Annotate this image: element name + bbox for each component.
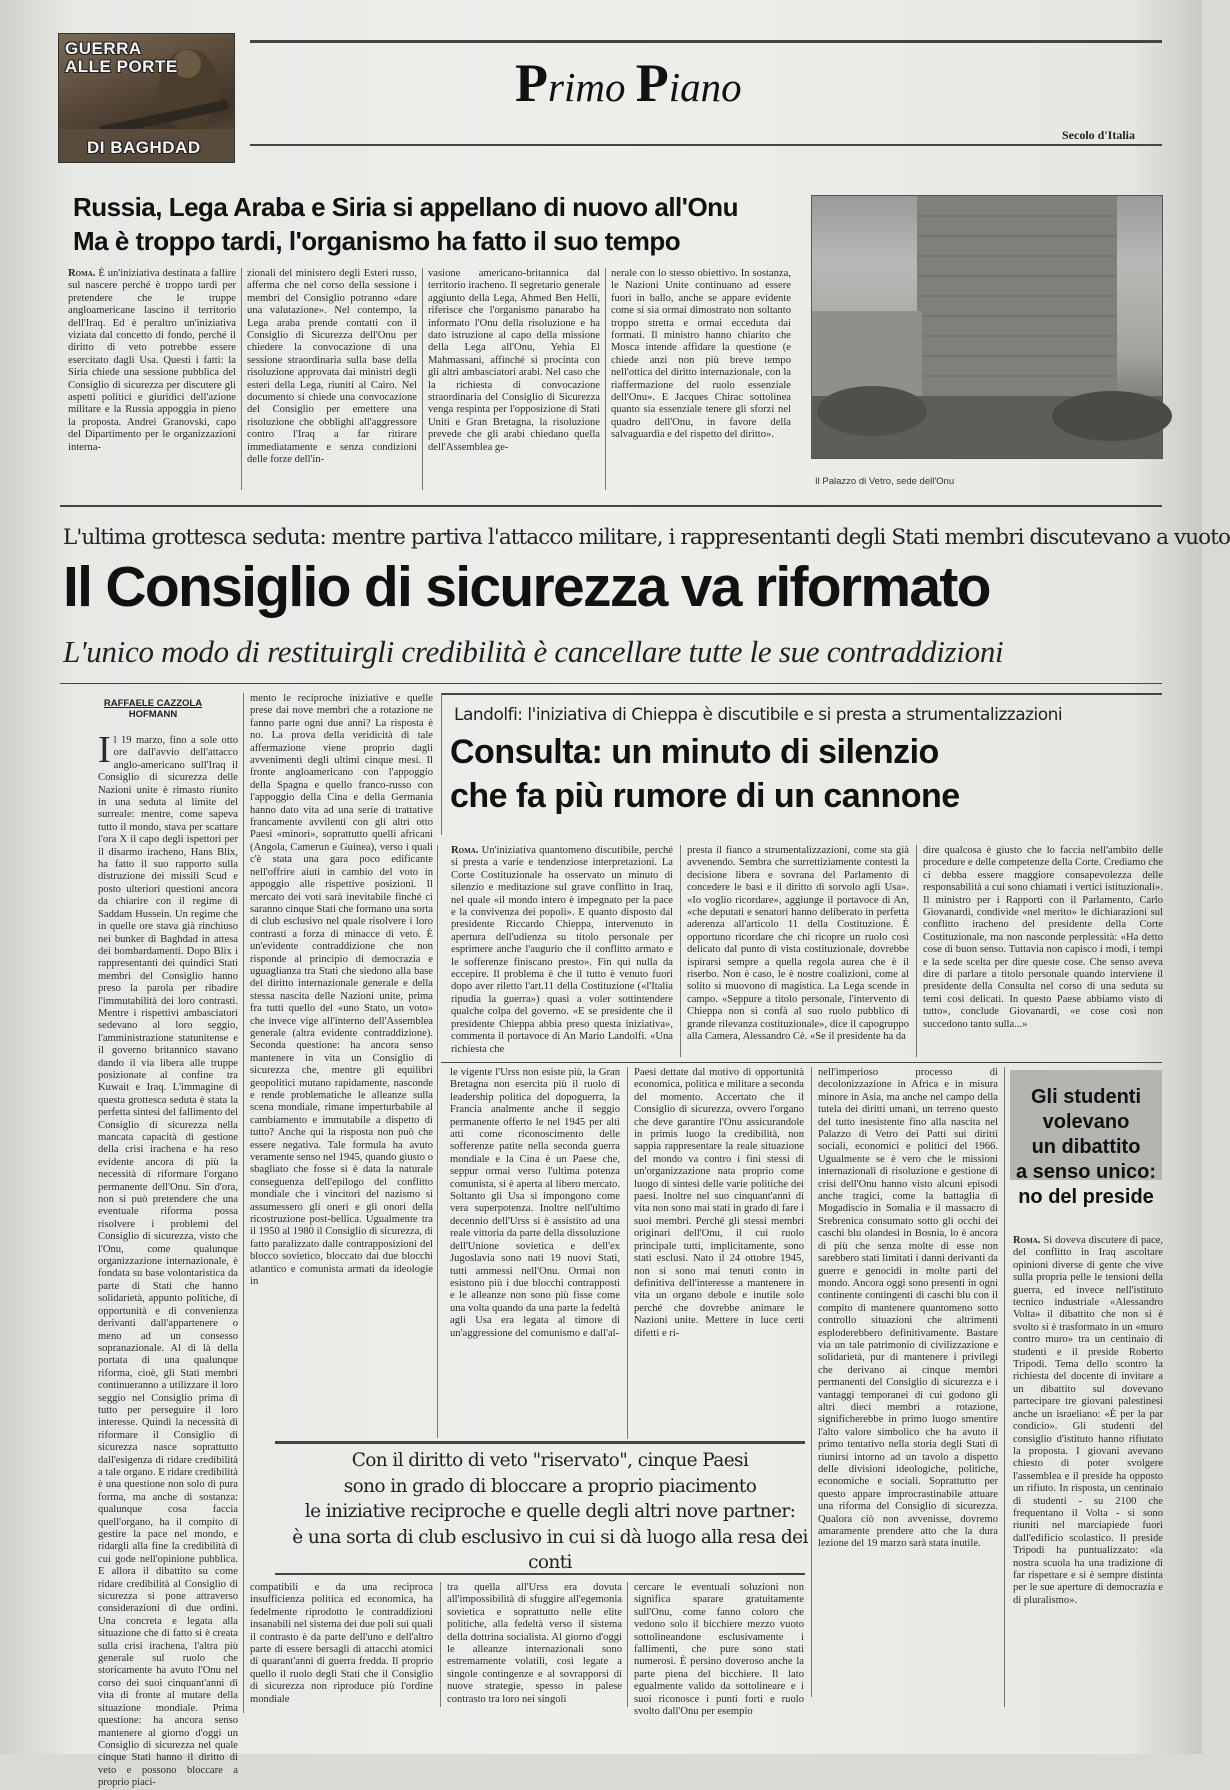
sidebar-headline-line-2: volevano: [1042, 1111, 1130, 1133]
pull-quote: [290, 1448, 810, 1576]
consulta-divider-2: [916, 845, 917, 1057]
un-building-photo: [811, 195, 1163, 459]
top-divider-2: [422, 268, 423, 490]
main-bottom-col-2: tra quella all'Urss era dovuta all'impossibilità di sfuggire all'egemonia sovietica e soprattutto nelle elite politiche, alla fedeltà verso il sistema della dottrina socialista. Al giorno d'oggi le alleanze internazionali sono estremamente volatili, così legate a singole contingenze e al sovrapporsi di nuove strategie, spesso in palese contrasto tra loro nei singoli: [447, 1582, 622, 1705]
top-article-col-1: [68, 268, 236, 490]
main-article-col-3: le vigente l'Urss non esiste più, la Gran Bretagna non esercita più il ruolo di leadership politica del dopoguerra, la Francia analmente anche il seggio permanente offerto le nel 1945 per alti atti come riconoscimento delle sofferenze patite nella seconda guerra mondiale e la Cina è un Paese che, seppur ormai verso l'ultima potenza comunista, si è aperta al libero mercato. Soltanto gli Usa si impongono come vera superpotenza. Inoltre nell'ultimo decennio dell'Urss si è assistito ad una reale vittoria da parte della dissoluzione dell'Unione sovietica e dell'ex Jugoslavia sono nati 19 nuovi Stati, tutti ammessi nell'Onu. Ormai non esistono più i due blocchi contrapposti e le alleanze non sono più fisse come una volta quando da una parte la fedeltà agli Usa era legata al timore di un'aggressione del comunismo e dall'al-: [450, 1067, 620, 1339]
section-word-2: iano: [668, 64, 742, 110]
header-bottom-rule: [250, 144, 1162, 146]
main-article-col-2: mento le reciproche iniziative e quelle prese dai nove membri che a rotazione ne fanno parte ogni due anni? La risposta è no. La prova della veridicità di tale affermazione viene proprio dagli avvenimenti degli ultimi cinque mesi. Il fronte angloamericano con l'appoggio della Spagna e quello franco-russo con l'appoggio della Cina e della Germania hanno dato vita ad una serie di trattative francamente avvilenti con gli altri otto Paesi «minori», soprattutto quelli africani (Angola, Camerun e Guinea), verso i quali c'è stata una gara poco edificante nell'offrire aiuti in cambio del voto in appoggio alle rispettive posizioni. Il mercato dei voti sarà inevitabile finché ci saranno cinque Stati che formano una sorta di club esclusivo nel quale risolvere i loro contrasti a forza di minacce di veto. È un'evidente contraddizione che non risponde al principio di democrazia e uguaglianza tra Stati che siedono alla base del diritto internazionale generale e della stessa nascita delle Nazioni unite, prima fra tutti quello del «uno Stato, un voto» che invece vige all'interno dell'Assemblea generale (altra evidente contraddizione). Seconda questione: ha ancora senso mantenere in vita un Consiglio di sicurezza che, mentre gli equilibri geopolitici mutano rapidamente, nasconde e rende problematiche le alleanze sulla scena mondiale, rimane imperturbabile al cambiamento e immutabile a dispetto di tutto? Anche qui la risposta non può che essere negativa. Tale formula ha avuto veramente senso nel 1945, quando giusto o sbagliato che fosse si è data la naturale conseguenza dell'epilogo del conflitto mondiale che i vincitori del nazismo si assumessero gli oneri e gli onori della ricostruzione post-bellica. Ugualmente tra il 1950 al 1980 il Consiglio di sicurezza, di fatto paralizzato dalle contrapposizioni del blocco sovietico, bloccato dai due blocchi atlantico e comunista armati da ideologie in: [250, 693, 433, 1288]
consulta-headline-line-2: che fa più rumore di un cannone: [450, 777, 960, 815]
main-divider-4: [811, 1067, 812, 1697]
consulta-divider-1: [680, 845, 681, 1057]
logo-line-1: GUERRA: [65, 39, 142, 58]
consulta-dateline: Roma.: [451, 845, 479, 856]
main-bottom-col-3: cercare le eventuali soluzioni non significa sparare gratuitamente sull'Onu, come fanno coloro che vedono solo il bicchiere mezzo vuoto sottolineandone esclusivamente i fallimenti, che pure sono stati numerosi. È persino doveroso anche la parte piena del bicchiere. Il lato egualmente valido da sottolineare e i suoi riconosce i punti forti e ruolo svolto dall'Onu per esempio: [634, 1582, 804, 1718]
section-word-1: rimo: [548, 64, 626, 110]
bottom-divider-2: [627, 1582, 628, 1707]
consulta-kicker: Landolfi: l'iniziativa di Chieppa è discutibile e si presta a strumentalizzazioni: [454, 705, 1063, 725]
un-building-image: [812, 196, 1162, 458]
main-col1-text: l 19 marzo, fino a sole otto ore dall'avvio dell'attacco anglo-americano sull'Iraq il Consiglio di sicurezza delle Nazioni unite è rimasto riunito in una seduta al limite del surreale: mentre, come sapeva tutto il mondo, stava per scattare l'ora X il capo degli ispettori per il disarmo iracheno, Hans Blix, ha fatto il suo rapporto sulla distruzione dei missili Scud e posto ulteriori questioni ancora da chiarire con il regime di Saddam Hussein. Un regime che in quelle ore stava già rinchiuso nei bunker di Baghdad in attesa dei bombardamenti. Dopo Blix i rappresentanti dei quindici Stati membri del Consiglio hanno preso la parola per ribadire l'immutabilità dei loro contrasti. Mentre i rispettivi ambasciatori sedevano al loro seggio, l'amministrazione statunitense e il governo britannico stavano dando il via libera alle truppe posizionate al confine tra Kuwait e Iraq. L'immagine di questa grottesca seduta è stata la perfetta sintesi del fallimento del Consiglio di sicurezza nella mancata capacità di gestione della crisi irachena e ha reso evidente ancora di più la necessità di riformare l'organo permanente dell'Onu. Sin d'ora, non si può pretendere che una eventuale riforma possa risolvere i problemi del Consiglio di sicurezza, visto che l'Onu, come qualunque organizzazione internazionale, è fondata su base volontaristica da parte di Stati che hanno solidarietà, appunto politiche, di opportunità e di convenienza derivanti dall'appartenere o meno ad un consesso sopranazionale. Al di là della portata di una qualunque riforma, cioè, gli Stati membri continueranno a utilizzare il loro seggio nel Consiglio prima di tutto per perseguire il loro interesse. Quindi la necessità di riformare il Consiglio di sicurezza nasce soprattutto dall'esigenza di ridare credibilità a tale organo. E ridare credibilità è una questione non solo di pura forma, ma anche di sostanza: qualunque cosa faccia quell'organo, ha il compito di gestire la pace nel mondo, e ridargli alla fine la credibilità di cui gode nell'opinione pubblica. E allora il dibattito su come ridare credibilità al Consiglio di sicurezza si pone attraverso considerazioni di due ordini. Una concreta e legata alla situazione che di fatto si è creata sulla crisi irachena, l'altra più generale sul ruolo che storicamente ha avuto l'Onu nel corso dei suoi cinquant'anni di vita di fronte al mutare della situazione mondiale. Prima questione: ha ancora senso mantenere al giorno d'oggi un Consiglio di sicurezza nel quale cinque Stati hanno il diritto di veto e possono bloccare a proprio piaci-: [98, 735, 238, 1789]
section-initial-2: P: [635, 53, 669, 113]
sidebar-headline-line-5: no del preside: [1018, 1186, 1154, 1208]
sidebar-headline-line-3: un dibattito: [1031, 1136, 1141, 1158]
top-col1-text: È un'iniziativa destinata a fallire sul nascere perché è troppo tardi per pretendere che le truppe angloamericane lascino il territorio dell'Iraq. Ed è peraltro un'iniziativa viziata dal concetto di fondo, perché il diritto di veto potrebbe essere esercitato dagli Usa. Questi i fatti: la Siria chiede una sessione pubblica del Consiglio di sicurezza per discutere gli aspetti politici e giuridici dell'azione militare e la Russia appoggia in pieno la proposta. Andrei Granovski, capo del Dipartimento per le organizzazioni interna-: [68, 268, 236, 453]
main-bottom-col-1: compatibili e da una reciproca insufficienza politica ed economica, ha fedelmente riprodotto le contraddizioni insanabili nel sistema dei due poli sui quali il contrasto è da parte dell'uno e dell'altro parte di essere bersagli di attacchi atomici di quarant'anni di guerra fredda. Il proprio quello il ruolo degli Stati che il Consiglio di sicurezza non riproduce più l'ordine mondiale: [250, 1582, 433, 1705]
main-headline: Il Consiglio di sicurezza va riformato: [63, 555, 990, 619]
sidebar-body: [1013, 1235, 1163, 1705]
main-article-col-4: Paesi dettate dal motivo di opportunità economica, politica e militare a seconda del momento. Accertato che il Consiglio di sicurezza, ovvero l'organo che deve garantire l'Onu assicurandole in primis luogo la credibilità, non sappia rappresentare la reale situazione del mondo va contro i fini stessi di un'organizzazione nata proprio come luogo di sintesi delle varie politiche dei paesi. Inoltre nel suo cinquant'anni di vita non sono mai stati in grado di fare i suoi membri. Perché gli stessi membri originari dell'Onu, il cui ruolo principale tutti, implicitamente, sono stati esclusi. Nato il 24 ottobre 1945, non si sono mai tenuti conto in definitiva dell'interesse a mantenere in vita un organo debole e inutile solo perché che dovrebbe animare le Nazioni unite. Mettere in luce certi difetti e ri-: [634, 1067, 805, 1339]
consulta-col-3: dire qualcosa è giusto che lo faccia nell'ambito delle procedure e delle competenze della Corte. Crediamo che ci debba essere maggiore consapevolezza delle responsabilità a cui sono chiamati i vertici istituzionali». Il ministro per i Rapporti con il Parlamento, Carlo Giovanardi, condivide «nel merito» le dichiarazioni sul conflitto iracheno del presidente della Corte Costituzionale, ma non nasconde perplessità: «Ha detto cose di buon senso. Tuttavia non capisco i modi, i tempi e la sede scelta per dire queste cose. Che senso aveva dire di parlare a titolo personale quando interviene il presidente della Consulta nel corso di una seduta su temi così delicati. In questo Paese abbiamo visto di tutto», conclude Giovanardi, «e cose così non succedono tanto sulla...»: [923, 845, 1164, 1030]
top-headline-line-1: Russia, Lega Araba e Siria si appellano di nuovo all'Onu: [73, 192, 738, 222]
publication-name: Secolo d'Italia: [1062, 128, 1136, 142]
top-article-col-2: zionali del ministero degli Esteri russo, afferma che nel corso della sessione i membri del Consiglio potranno «dare una valutazione». Nel contempo, la Lega araba prende contatti con il Consiglio di Sicurezza dell'Onu per chiedere la convocazione di una sessione straordinaria sulla base della risoluzione approvata dai ministri degli esteri della Lega, riuniti al Cairo. Nel documento si chiede una convocazione del Consiglio per emettere una risoluzione che obblighi all'aggressore contro l'Iraq a far ritirare immediatamente e senza condizioni delle forze dell'in-: [247, 268, 417, 466]
top-divider-1: [241, 268, 242, 490]
top-dateline: Roma.: [68, 268, 96, 279]
main-kicker: L'ultima grottesca seduta: mentre partiva l'attacco militare, i rappresentanti degli Stati membri discutevano a vuoto: [63, 525, 1230, 550]
sidebar-dateline: Roma.: [1013, 1235, 1041, 1246]
main-subheadline: L'unico modo di restituirgli credibilità è cancellare tutte le sue contraddizioni: [63, 634, 1004, 669]
section-title: [515, 52, 742, 114]
pull-quote-line-4: è una sorta di club esclusivo in cui si dà luogo alla resa dei conti: [292, 1526, 808, 1573]
logo-line-3: DI BAGHDAD: [87, 138, 201, 157]
main-article-col-5: nell'imperioso processo di decolonizzazione in Africa e in misura minore in Asia, ma anche nel campo della tutela dei diritti umani, un terreno questo del tutto inesistente fino alla nascita nel Palazzo di Vetro dei Patti sui diritti sociali, economici e politici del 1966. Ugualmente se è vero che le missioni internazionali di risoluzione e gestione di crisi dell'Onu hanno visto alcuni episodi anche tragici, come la battaglia di Mogadiscio in Somalia e il massacro di Srebrenica consumato sotto gli occhi dei caschi blu olandesi in Bosnia, lo è ancora di più che senza molte di esse non sarebbero stati limitati i danni derivanti da guerre e genocidi in molte parti del mondo. Ancora oggi sono presenti in ogni continente contingenti di caschi blu con il compito di mantenere quantomeno sotto controllo situazioni che altrimenti esploderebbero definitivamente. Bastare via un tale patrimonio di civilizzazione e solidarietà, pur di mantenere i privilegi che derivano ai cinque membri permanenti del Consiglio di sicurezza e i vantaggi temporanei di cui godono gli altri dieci membri a rotazione, significherebbe in primo luogo smentire l'alto valore simbolico che ha avuto il primo tentativo nella storia degli Stati di riunirsi intorno ad un tavolo a dispetto delle divisioni ideologiche, politiche, economiche e sociali. Soprattutto per questo appare improcrastinabile attuare una riforma del Consiglio di sicurezza. Qualora ciò non avvenisse, dovremo amaramente prendere atto che la dura lezione del 19 marzo sarà stata inutile.: [818, 1067, 998, 1550]
section-divider-rule: [60, 505, 1162, 507]
consulta-bottom-rule: [441, 1062, 1162, 1063]
bottom-divider-1: [440, 1582, 441, 1707]
main-divider-2: [437, 845, 438, 1438]
main-divider-5: [1004, 1067, 1005, 1707]
pull-quote-line-2: sono in grado di bloccare a proprio piacimento: [343, 1475, 757, 1497]
main-divider-1: [243, 693, 244, 1713]
consulta-headline-line-1: Consulta: un minuto di silenzio: [450, 733, 939, 771]
sidebar-headline: [1010, 1085, 1162, 1210]
logo-line-2: ALLE PORTE: [65, 57, 178, 76]
sidebar-headline-line-1: Gli studenti: [1031, 1086, 1141, 1108]
author-name-line-1: RAFFAELE CAZZOLA: [103, 698, 203, 709]
pullquote-top-rule: [275, 1441, 805, 1444]
main-divider-3: [627, 1067, 628, 1439]
consulta-col-2: presta il fianco a strumentalizzazioni, come sta già avvenendo. Sembra che surrettiziamente contesti la decisione libera e sovrana del Parlamento di concedere le basi e il diritto di sorvolo agli Usa». «Io voglio ricordare», aggiunge il portavoce di An, «che deputati e senatori hanno deliberato in perfetta aderenza all'articolo 11 della Costituzione. È opportuno ricordare che chi ricopre un ruolo così delicato dal punto di vista costituzionale, dovrebbe ispirarsi sempre a quella regola aurea che è il riserbo. Non è caso, le è nostre coalizioni, come al solito si muovono di magistica. La Lega scende in campo. «Seppure a titolo personale, l'intervento di Chieppa non si confà al suo ruolo pubblico di grande rilevanza costituzionale», dice il capogruppo alla Camera, Alessandro Cè. «Se il presidente ha da: [687, 845, 909, 1043]
consulta-col1-text: Un'iniziativa quantomeno discutibile, perché si presta a varie e tendenziose interpretazioni. La Corte Costituzionale ha osservato un minuto di silenzio e meditazione sul grave conflitto in Iraq, nel quale «il mondo intero è impegnato per la pace e la convivenza dei popoli». E quanto disposto dal presidente Riccardo Chieppa, intervenuto in apertura dell'udienza su titolo personale per esprimere anche l'augurio che il conflitto armato e le sofferenze finiscano presto». Fin qui nulla da eccepire. Il problema è che il tutto è venuto fuori dopo aver riletto l'art.11 della Costituzione («l'Italia ripudia la guerra») quasi a voler sottintendere qualche colpa del governo. «E se presidente che il presidente Chieppa abbia preso questa iniziativa», commenta il portavoce di An Mario Landolfi. «Una richiesta che: [451, 845, 673, 1055]
top-divider-3: [605, 268, 606, 490]
pull-quote-line-1: Con il diritto di veto "riservato", cinque Paesi: [351, 1450, 749, 1471]
author-name-line-2: HOFMANN: [128, 709, 178, 720]
sidebar-headline-line-4: a senso unico:: [1015, 1161, 1157, 1183]
photo-caption: Il Palazzo di Vetro, sede dell'Onu: [815, 476, 955, 487]
sidebar-body-text: Si doveva discutere di pace, del conflitto in Iraq ascoltare opinioni diverse di gente che vive sulla propria pelle le tensioni della guerra, ed invece nell'istituto tecnico industriale «Alessandro Volta» il dibattito che non si è svolto si è trasformato in un «muro contro muro» tra un centinaio di studenti e il preside Roberto Tripodi. Tema dello scontro la richiesta del docente di invitare a un dibattito sul dovevano partecipare tre giovani palestinesi anche un israeliano: «È per la par condicio». Gli studenti del consiglio d'istituto hanno rifiutato la proposta. I giovani avevano chiesto di poter svolgere l'assemblea e il preside ha opposto un rifiuto. In risposta, un centinaio di studenti - su 2100 che frequentano il Volta - si sono riuniti nel marciapiede fuori dall'edificio scolastico. Il preside Tripodi ha puntualizzato: «la nostra scuola ha una tradizione di far rispettare e si è sempre distinta per le sue aperture di democrazia e di pluralismo».: [1013, 1235, 1163, 1606]
pullquote-bottom-rule: [275, 1573, 805, 1575]
author-byline: [78, 698, 228, 720]
consulta-article: [441, 693, 1162, 835]
section-initial-1: P: [515, 53, 548, 113]
pull-quote-line-3: le iniziative reciproche e quelle degli altri nove partner:: [304, 1501, 796, 1522]
subhead-rule: [60, 683, 1162, 684]
main-article-col-1: [98, 729, 238, 1789]
header-top-rule: [250, 40, 1162, 43]
consulta-col-1: [451, 845, 673, 1057]
top-article-col-3: vasione americano-britannica dal territorio iracheno. Il segretario generale aggiunto della Lega, Ahmed Ben Helli, riferisce che l'organismo panarabo ha informato l'Onu della risoluzione e ha dato istruzione al capo della missione della Lega all'Onu, Yehia El Mahmassani, affinché si procinta con gli altri ambasciatori arabi. Nel caso che la richiesta di convocazione straordinaria del Consiglio di Sicurezza venga respinta per l'opposizione di Stati Uniti e Gran Bretagna, la risoluzione prevede che gli arabi chiedano quella dell'Assemblea ge-: [428, 268, 600, 453]
main-dropcap: I: [98, 729, 111, 771]
top-article-col-4: nerale con lo stesso obiettivo. In sostanza, le Nazioni Unite continuano ad essere fuori in ballo, anche se appare evidente come si sia ormai dimostrato non soltanto troppo stretta e ormai ecceduta dai formati. Il ministro hanno chiarito che Mosca intende affidare la questione (e chiede anzi non più breve tempo nell'ottica del diritto internazionale, con la riaffermazione del ruolo essenziale dell'Onu». E Jacques Chirac sottolinea quanto sia essenziale tenere gli sforzi nel quadro dell'Onu, in favore della salvaguardia e del rispetto del diritto».: [611, 268, 791, 441]
top-headline-line-2: Ma è troppo tardi, l'organismo ha fatto il suo tempo: [73, 226, 681, 256]
war-section-logo: [58, 33, 235, 163]
